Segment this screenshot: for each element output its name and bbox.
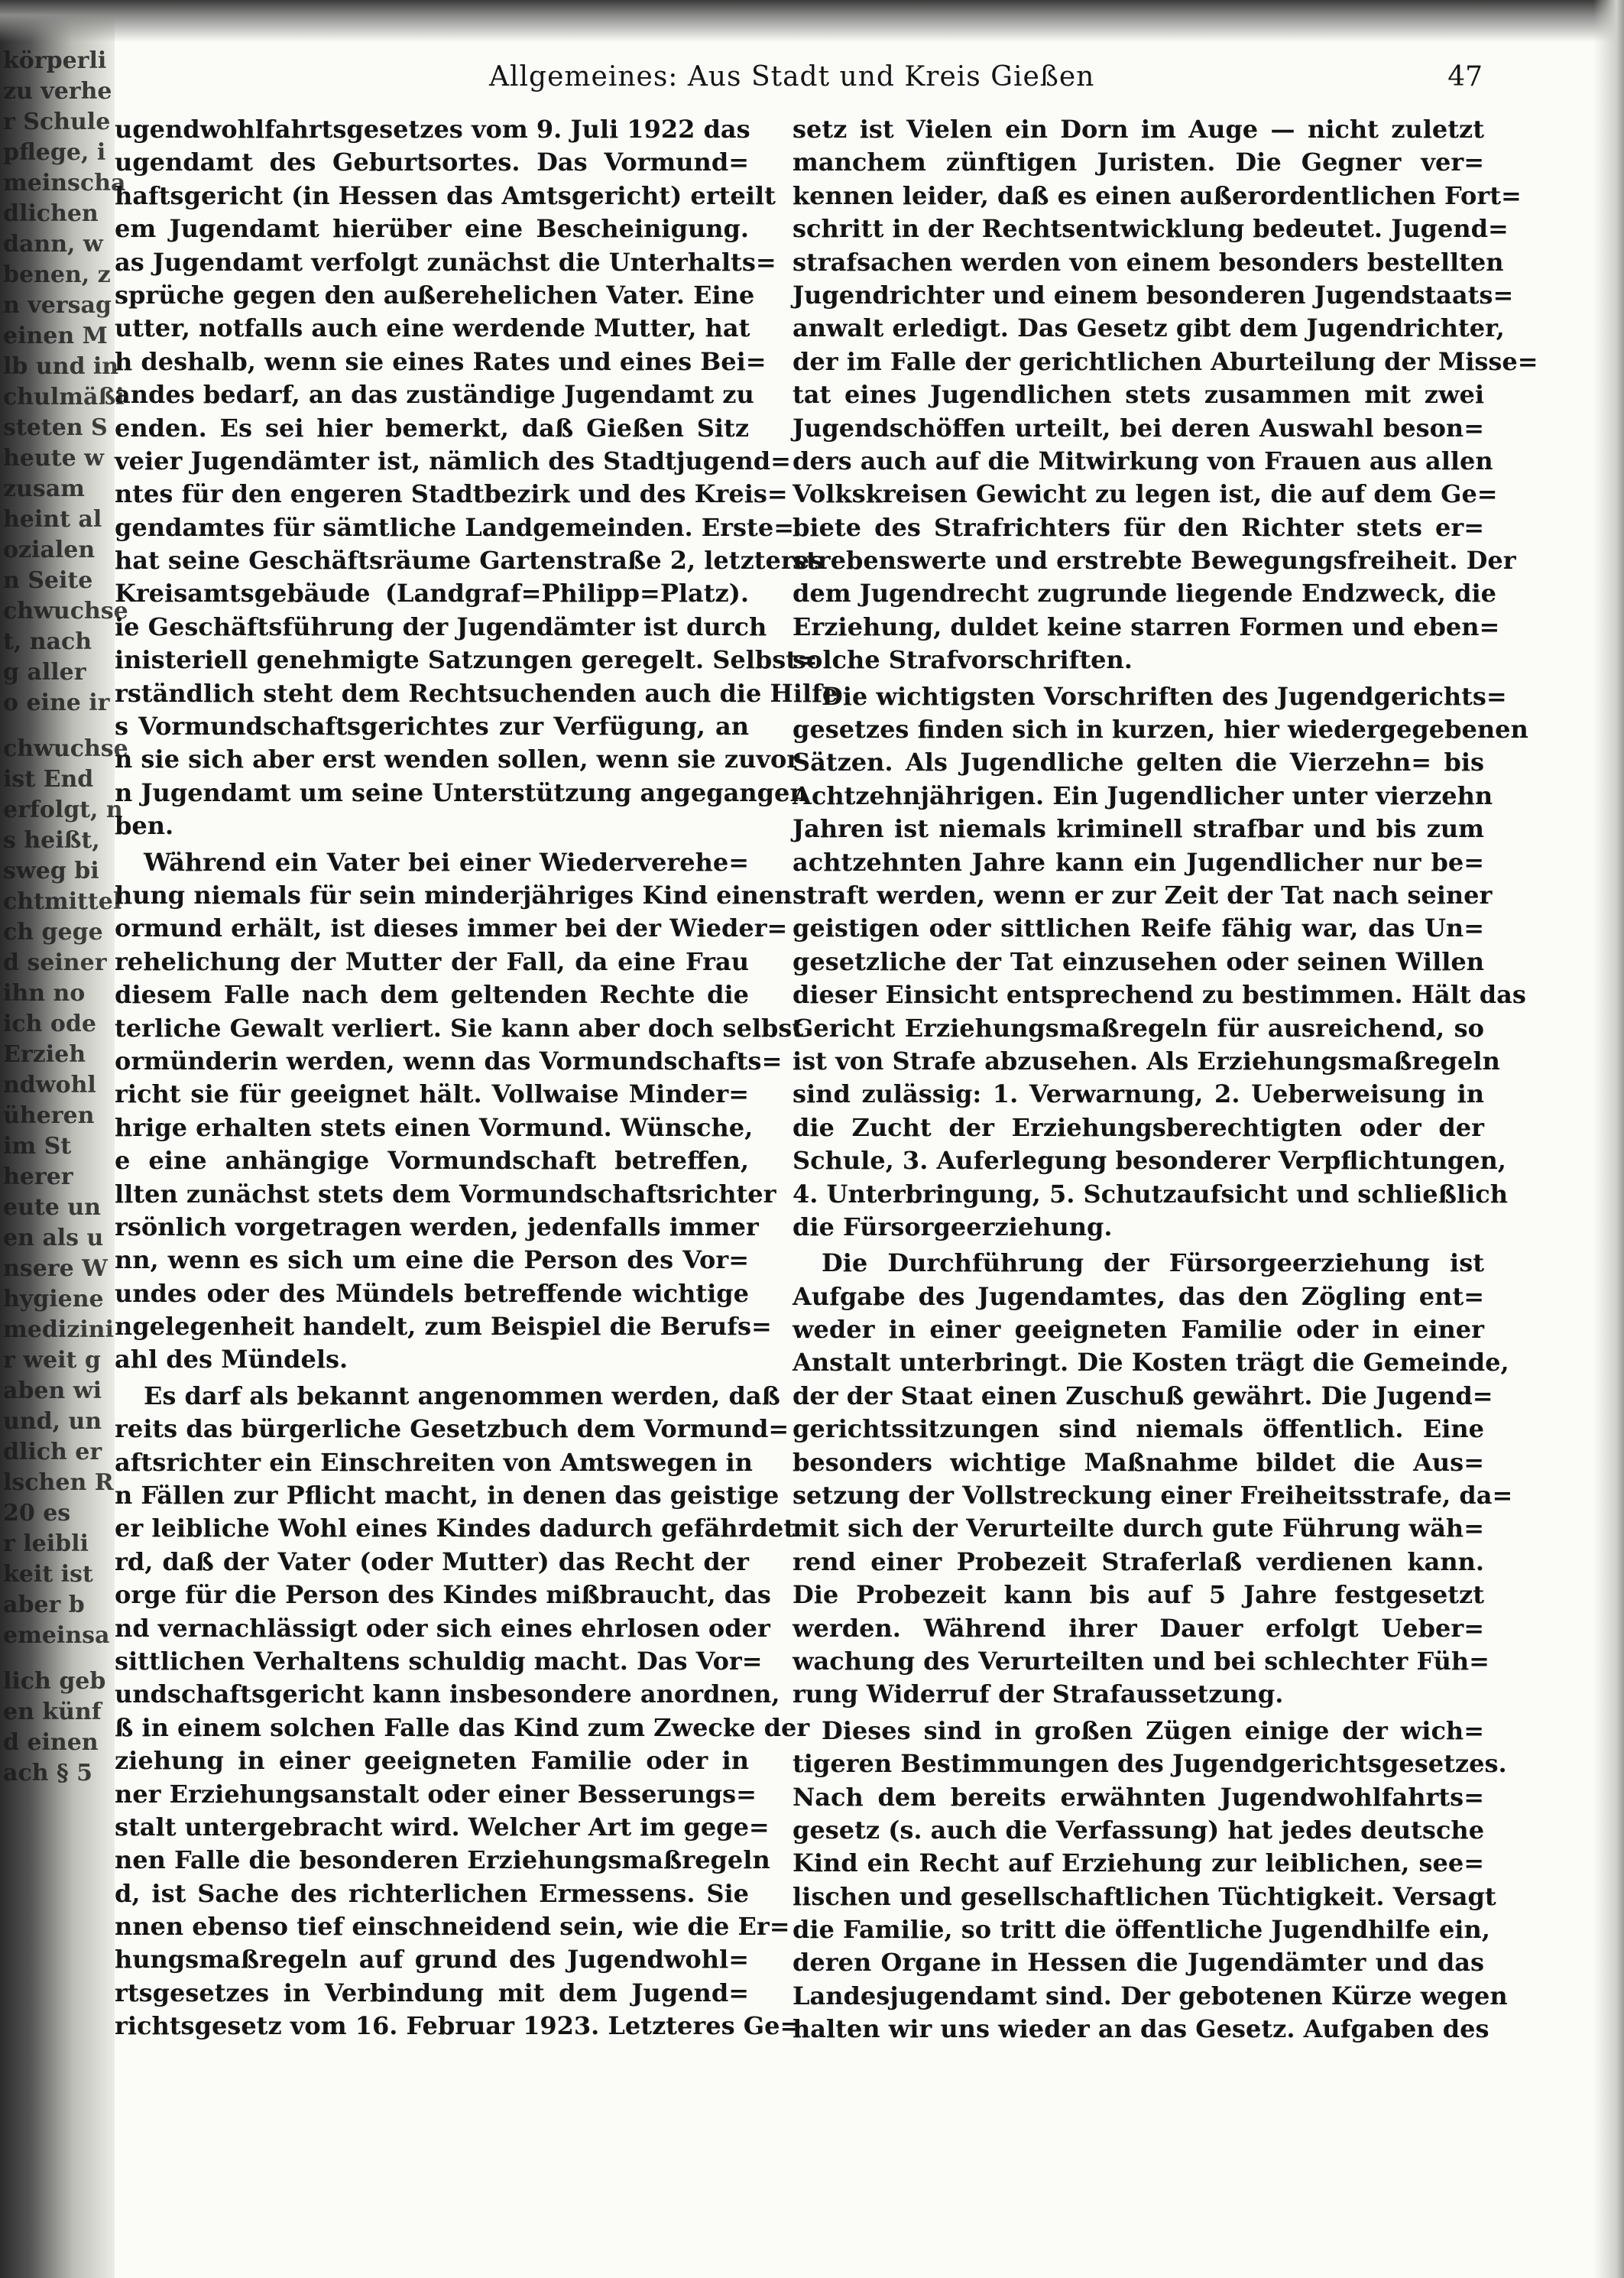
previous-page-fragment: chwuchse <box>3 735 128 762</box>
text-line: strebenswerte und erstrebte Bewegungsfreiheit. Der <box>793 546 1516 576</box>
text-line: ders auch auf die Mitwirkung von Frauen aus allen <box>793 446 1493 475</box>
text-line: n sie sich aber erst wenden sollen, wenn sie zuvor <box>115 745 800 774</box>
text-line: tat eines Jugendlichen stets zusammen mit zwei <box>793 380 1484 410</box>
previous-page-fragment: s heißt, <box>3 827 100 854</box>
page-number: 47 <box>1447 61 1483 92</box>
text-line: geistigen oder sittlichen Reife fähig war, das Un= <box>793 913 1484 943</box>
previous-page-fragment: r weit g <box>3 1347 101 1374</box>
paragraph <box>115 1380 810 2043</box>
text-line: sprüche gegen den außerehelichen Vater. Eine <box>115 280 755 310</box>
previous-page-fragment: körperli <box>3 47 107 74</box>
previous-page-fragment: o eine ir <box>3 690 110 716</box>
previous-page-fragment: sweg bi <box>3 858 99 884</box>
text-line: ugendamt des Geburtsortes. Das Vormund= <box>115 148 749 177</box>
previous-page-fragment: dlichen <box>3 200 99 227</box>
text-line: die Familie, so tritt die öffentliche Jugendhilfe ein, <box>793 1915 1490 1945</box>
text-line: rend einer Probezeit Straferlaß verdienen kann. <box>793 1546 1484 1576</box>
text-line: hrige erhalten stets einen Vormund. Wünsche, <box>115 1112 754 1142</box>
previous-page-fragment: eute un <box>3 1194 101 1221</box>
previous-page-fragment: chwuchse <box>3 598 128 625</box>
previous-page-fragment: d einen <box>3 1729 99 1756</box>
previous-page-edge <box>0 46 128 2263</box>
paragraph <box>793 1715 1508 2046</box>
text-line: setz ist Vielen ein Dorn im Auge — nicht zuletzt <box>793 115 1484 144</box>
text-line: er leibliche Wohl eines Kindes dadurch gefährdet <box>115 1514 795 1543</box>
previous-page-fragment: lich geb <box>3 1668 106 1695</box>
text-line: der im Falle der gerichtlichen Aburteilung der Misse= <box>793 346 1538 376</box>
text-line: hat seine Geschäftsräume Gartenstraße 2, letzteres <box>115 546 824 576</box>
text-line: die Zucht der Erziehungsberechtigten oder der <box>793 1112 1484 1142</box>
previous-page-fragment: heute w <box>3 445 104 472</box>
previous-page-fragment: erfolgt, n <box>3 797 123 823</box>
text-line: haftsgericht (in Hessen das Amtsgericht) erteilt <box>115 180 776 210</box>
text-line: Schule, 3. Auferlegung besonderer Verpflichtungen, <box>793 1146 1506 1176</box>
text-line: nen Falle die besonderen Erziehungsmaßregeln <box>115 1845 770 1875</box>
text-line: strafsachen werden von einem besonders bestellten <box>793 247 1504 277</box>
previous-page-fragment: pflege, i <box>3 139 106 166</box>
text-line: der der Staat einen Zuschuß gewährt. Die Jugend= <box>793 1381 1493 1410</box>
text-line: sind zulässig: 1. Verwarnung, 2. Ueberweisung in <box>793 1079 1484 1109</box>
text-line: richt sie für geeignet hält. Vollwaise Minder= <box>115 1079 749 1109</box>
previous-page-fragment: chtmittel <box>3 888 122 915</box>
previous-page-fragment: n Seite <box>3 567 93 594</box>
text-line: Es darf als bekannt angenommen werden, daß <box>144 1381 780 1410</box>
text-line: sittlichen Verhaltens schuldig macht. Das Vor= <box>115 1646 763 1676</box>
text-line: ie Geschäftsführung der Jugendämter ist durch <box>115 612 767 641</box>
previous-page-fragment: ich ode <box>3 1011 96 1037</box>
text-line: mit sich der Verurteilte durch gute Führung wäh= <box>793 1514 1484 1543</box>
text-line: veier Jugendämter ist, nämlich des Stadtjugend= <box>115 446 791 475</box>
text-line: hungsmaßregeln auf grund des Jugendwohl= <box>115 1945 749 1975</box>
paragraph <box>115 846 804 1377</box>
text-line: schritt in der Rechtsentwicklung bedeutet. Jugend= <box>793 214 1509 244</box>
text-line: Achtzehnjährigen. Ein Jugendlicher unter vierzehn <box>793 780 1493 810</box>
previous-page-fragment: ist End <box>3 766 94 793</box>
text-line: gesetzliche der Tat einzusehen oder seinen Willen <box>793 946 1484 976</box>
text-line: rständlich steht dem Rechtsuchenden auch die Hilfe <box>115 678 838 708</box>
text-line: utter, notfalls auch eine werdende Mutter, hat <box>115 313 750 343</box>
previous-page-fragment: chulmäßi <box>3 384 125 410</box>
text-line: ormund erhält, ist dieses immer bei der Wieder= <box>115 913 788 943</box>
previous-page-fragment: n versag <box>3 292 112 319</box>
text-line: ist von Strafe abzusehen. Als Erziehungsmaßregeln <box>793 1046 1500 1076</box>
text-line: andes bedarf, an das zuständige Jugendamt zu <box>115 380 754 410</box>
previous-page-fragment: zusam <box>3 475 85 502</box>
text-line: Jahren ist niemals kriminell strafbar und bis zum <box>793 814 1484 844</box>
text-line: Gericht Erziehungsmaßregeln für ausreichend, so <box>793 1013 1484 1043</box>
text-line: solche Strafvorschriften. <box>793 645 1133 675</box>
previous-page-fragment: zu verhe <box>3 78 112 105</box>
text-line: Während ein Vater bei einer Wiederverehe= <box>144 847 749 877</box>
text-line: aftsrichter ein Einschreiten von Amtswegen in <box>115 1447 753 1477</box>
text-line: inisteriell genehmigte Satzungen geregelt. Selbst= <box>115 645 818 675</box>
previous-page-fragment: emeinsa <box>3 1622 110 1649</box>
text-line: ben. <box>115 811 174 841</box>
text-line: lischen und gesellschaftlichen Tüchtigkeit. Versagt <box>793 1881 1496 1911</box>
previous-page-fragment: Erzieh <box>3 1041 86 1068</box>
previous-page-fragment: heint al <box>3 506 102 533</box>
previous-page-fragment: ch gege <box>3 919 103 946</box>
previous-page-fragment: herer <box>3 1163 73 1190</box>
text-line: tigeren Bestimmungen des Jugendgerichtsgesetzes. <box>793 1749 1507 1779</box>
text-line: ngelegenheit handelt, zum Beispiel die Berufs= <box>115 1312 772 1342</box>
previous-page-fragment: im St <box>3 1133 72 1160</box>
right-page-edge <box>1593 0 1624 2278</box>
text-line: Nach dem bereits erwähnten Jugendwohlfahrts= <box>793 1782 1484 1812</box>
text-line: Kreisamtsgebäude (Landgraf=Philipp=Platz). <box>115 579 749 608</box>
text-line: ß in einem solchen Falle das Kind zum Zwecke der <box>115 1712 810 1742</box>
text-line: richtsgesetz vom 16. Februar 1923. Letzteres Ge= <box>115 2011 801 2041</box>
text-line: biete des Strafrichters für den Richter stets er= <box>793 512 1484 542</box>
left-text-column <box>115 113 838 2043</box>
text-line: gendamtes für sämtliche Landgemeinden. Erste= <box>115 512 794 542</box>
previous-page-fragment: aben wi <box>3 1378 102 1404</box>
text-line: h deshalb, wenn sie eines Rates und eines Bei= <box>115 346 767 376</box>
text-line: Dieses sind in großen Zügen einige der wich= <box>822 1715 1484 1745</box>
previous-page-fragment: steten S <box>3 414 108 441</box>
text-line: Die wichtigsten Vorschriften des Jugendgerichts= <box>822 681 1507 711</box>
previous-page-fragment: g aller <box>3 659 86 686</box>
text-line: weder in einer geeigneten Familie oder in einer <box>793 1315 1484 1345</box>
previous-page-fragment: meinscha <box>3 170 126 196</box>
text-line: dieser Einsicht entsprechend zu bestimmen. Hält das <box>793 980 1526 1010</box>
text-line: nn, wenn es sich um eine die Person des Vor= <box>115 1245 749 1275</box>
previous-page-fragment: dann, w <box>3 231 103 258</box>
text-line: Jugendschöffen urteilt, bei deren Auswahl beson= <box>793 413 1484 443</box>
text-line: Aufgabe des Jugendamtes, das den Zögling ent= <box>793 1281 1484 1311</box>
text-line: die Fürsorgeerziehung. <box>793 1212 1113 1241</box>
text-line: d, ist Sache des richterlichen Ermessens. Sie <box>115 1878 749 1908</box>
text-line: Die Probezeit kann bis auf 5 Jahre festgesetzt <box>793 1580 1484 1610</box>
previous-page-fragment: ozialen <box>3 537 96 563</box>
text-line: rsönlich vorgetragen werden, jedenfalls immer <box>115 1212 759 1241</box>
previous-page-fragment: ndwohl <box>3 1072 96 1098</box>
previous-page-fragment: lschen R <box>3 1469 114 1496</box>
previous-page-fragment: lb und in <box>3 353 119 380</box>
previous-page-fragment: und, un <box>3 1408 102 1435</box>
previous-page-fragment: keit ist <box>3 1561 93 1588</box>
top-edge-shadow <box>0 0 1624 42</box>
text-line: wachung des Verurteilten und bei schlechter Füh= <box>793 1646 1489 1676</box>
text-line: diesem Falle nach dem geltenden Rechte die <box>115 980 749 1010</box>
text-line: werden. Während ihrer Dauer erfolgt Ueber= <box>793 1613 1484 1643</box>
text-line: as Jugendamt verfolgt zunächst die Unterhalts= <box>115 247 776 277</box>
previous-page-fragment: einen M <box>3 323 108 349</box>
text-line: Jugendrichter und einem besonderen Jugendstaats= <box>793 280 1514 310</box>
paragraph <box>793 113 1538 677</box>
text-line: gerichtssitzungen sind niemals öffentlich. Eine <box>793 1414 1484 1444</box>
previous-page-fragment: 20 es <box>3 1500 71 1527</box>
text-line: rehelichung der Mutter der Fall, da eine Frau <box>115 946 749 976</box>
text-line: undes oder des Mündels betreffende wichtige <box>115 1278 749 1308</box>
previous-page-fragment: benen, z <box>3 261 111 288</box>
right-text-column <box>793 113 1538 2046</box>
text-line: rtsgesetzes in Verbindung mit dem Jugend= <box>115 1978 749 2007</box>
previous-page-fragment: aber b <box>3 1592 85 1618</box>
text-line: n Fällen zur Pflicht macht, in denen das geistige <box>115 1481 780 1511</box>
previous-page-fragment: üheren <box>3 1102 95 1129</box>
text-line: hung niemals für sein minderjähriges Kind einen <box>115 880 793 910</box>
text-line: s Vormundschaftsgerichtes zur Verfügung, an <box>115 712 749 741</box>
text-line: Erziehung, duldet keine starren Formen und eben= <box>793 612 1500 641</box>
header-title: Allgemeines: Aus Stadt und Kreis Gießen <box>489 61 1095 92</box>
text-line: setzung der Vollstreckung einer Freiheitsstrafe, da= <box>793 1481 1513 1511</box>
text-line: gesetz (s. auch die Verfassung) hat jedes deutsche <box>793 1815 1485 1845</box>
text-line: rd, daß der Vater (oder Mutter) das Recht der <box>115 1546 749 1576</box>
text-line: 4. Unterbringung, 5. Schutzaufsicht und schließlich <box>793 1179 1509 1209</box>
text-line: rung Widerruf der Strafaussetzung. <box>793 1679 1284 1709</box>
text-line: halten wir uns wieder an das Gesetz. Aufgaben des <box>793 2014 1489 2044</box>
text-line: besonders wichtige Maßnahme bildet die Aus= <box>793 1447 1484 1477</box>
text-line: achtzehnten Jahre kann ein Jugendlicher nur be= <box>793 847 1484 877</box>
text-line: dem Jugendrecht zugrunde liegende Endzweck, die <box>793 579 1496 608</box>
paragraph <box>793 680 1528 1244</box>
text-line: ugendwohlfahrtsgesetzes vom 9. Juli 1922 das <box>115 115 750 144</box>
text-line: ziehung in einer geeigneten Familie oder in <box>115 1746 749 1776</box>
text-line: undschaftsgericht kann insbesondere anordnen, <box>115 1679 780 1709</box>
text-line: llten zunächst stets dem Vormundschaftsrichter <box>115 1179 776 1209</box>
previous-page-fragment: medizini <box>3 1316 114 1343</box>
previous-page-fragment: d seiner <box>3 949 107 976</box>
text-line: manchem zünftigen Juristen. Die Gegner ver= <box>793 148 1484 177</box>
text-line: stalt untergebracht wird. Welcher Art im gege= <box>115 1812 770 1842</box>
text-line: deren Organe in Hessen die Jugendämter und das <box>793 1948 1484 1978</box>
text-line: straft werden, wenn er zur Zeit der Tat nach seiner <box>793 880 1493 910</box>
text-line: enden. Es sei hier bemerkt, daß Gießen Sitz <box>115 413 749 443</box>
running-header <box>489 61 1483 107</box>
text-line: nd vernachlässigt oder sich eines ehrlosen oder <box>115 1613 770 1643</box>
text-line: Kind ein Recht auf Erziehung zur leiblichen, see= <box>793 1848 1484 1878</box>
text-line: kennen leider, daß es einen außerordentlichen Fort= <box>793 180 1522 210</box>
paragraph <box>793 1247 1513 1711</box>
previous-page-fragment: r leibli <box>3 1530 89 1557</box>
previous-page-fragment: t, nach <box>3 628 92 655</box>
text-line: ner Erziehungsanstalt oder einer Besserungs= <box>115 1779 757 1809</box>
text-line: em Jugendamt hierüber eine Bescheinigung. <box>115 214 749 244</box>
text-line: terliche Gewalt verliert. Sie kann aber doch selbst <box>115 1013 804 1043</box>
text-line: anwalt erledigt. Das Gesetz gibt dem Jugendrichter, <box>793 313 1505 343</box>
text-line: Anstalt unterbringt. Die Kosten trägt die Gemeinde, <box>793 1348 1509 1378</box>
text-line: reits das bürgerliche Gesetzbuch dem Vormund= <box>115 1414 789 1444</box>
previous-page-fragment: hygiene <box>3 1286 104 1313</box>
text-line: ormünderin werden, wenn das Vormundschafts= <box>115 1046 783 1076</box>
text-line: gesetzes finden sich in kurzen, hier wiedergegebenen <box>793 715 1528 745</box>
previous-page-fragment: en als u <box>3 1225 104 1251</box>
text-line: nnen ebenso tief einschneidend sein, wie die Er= <box>115 1912 790 1942</box>
text-line: orge für die Person des Kindes mißbraucht, das <box>115 1580 771 1610</box>
text-line: ahl des Mündels. <box>115 1345 348 1374</box>
text-line: Die Durchführung der Fürsorgeerziehung ist <box>822 1248 1484 1278</box>
text-line: Sätzen. Als Jugendliche gelten die Vierzehn= bis <box>793 748 1484 777</box>
previous-page-fragment: nsere W <box>3 1255 108 1282</box>
previous-page-fragment: ihn no <box>3 980 86 1007</box>
text-line: n Jugendamt um seine Unterstützung angegangen <box>115 777 808 807</box>
previous-page-fragment: ach § 5 <box>3 1760 92 1786</box>
text-line: e eine anhängige Vormundschaft betreffen, <box>115 1146 749 1176</box>
previous-page-fragment: r Schule <box>3 109 111 135</box>
previous-page-fragment: en künf <box>3 1699 102 1725</box>
text-line: ntes für den engeren Stadtbezirk und des Kreis= <box>115 479 788 509</box>
text-line: Landesjugendamt sind. Der gebotenen Kürze wegen <box>793 1981 1508 2010</box>
text-line: Volkskreisen Gewicht zu legen ist, die auf dem Ge= <box>793 479 1498 509</box>
previous-page-fragment: dlich er <box>3 1439 102 1465</box>
paragraph <box>115 113 838 843</box>
